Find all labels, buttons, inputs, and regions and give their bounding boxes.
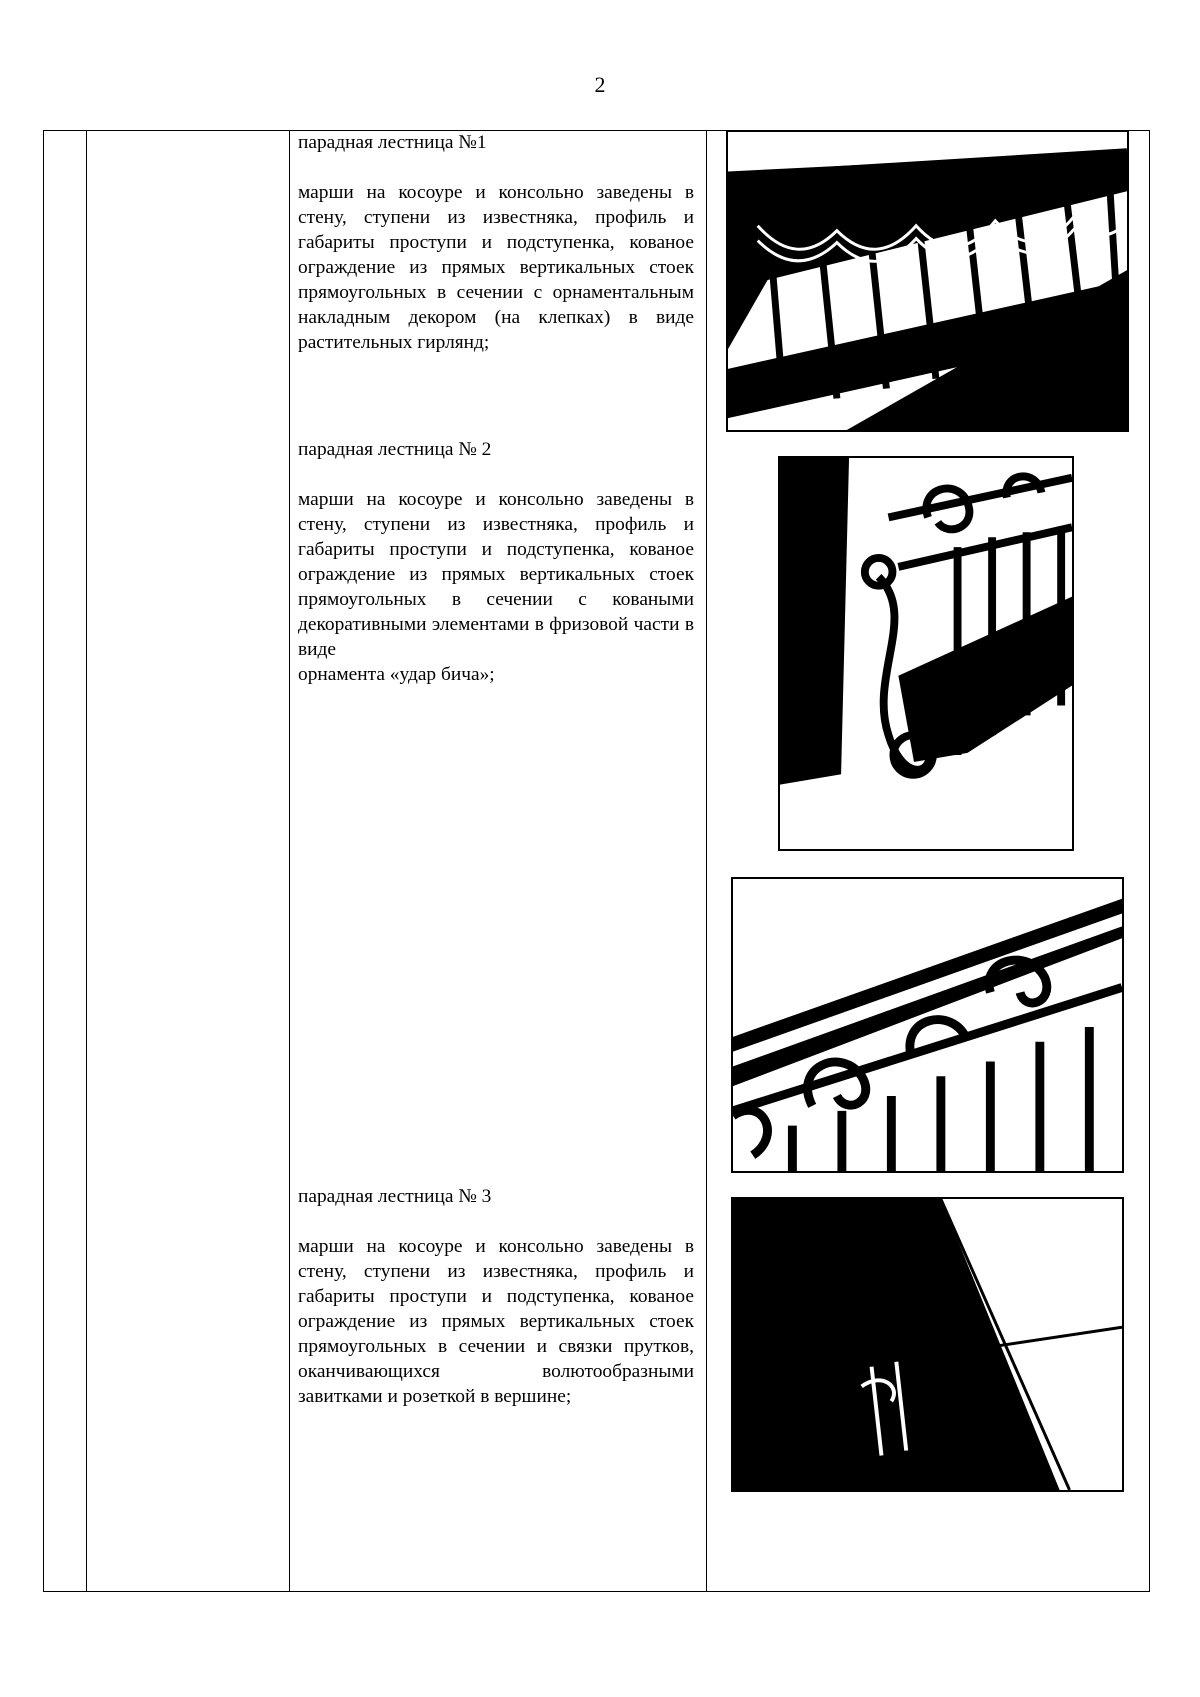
stair-2-line: и габариты проступи и подступенка, — [298, 514, 694, 560]
stair-2-railing-photo — [778, 456, 1074, 851]
stair-3-heading: парадная лестница № 3 — [298, 1186, 492, 1207]
stair-2-line: элементами в фризовой части в виде — [298, 614, 694, 660]
stair-3-line: и габариты проступи и подступенка, — [298, 1261, 694, 1307]
stair-1-line: декором (на клепках) в виде — [408, 307, 694, 328]
stair-2-line: сечении с коваными декоративными — [298, 589, 694, 635]
stair-3-line: вертикальных стоек прямоугольных в — [298, 1311, 694, 1357]
stair-2-line: марши на косоуре и консольно заведены — [298, 489, 673, 510]
stair-2-line: кованое ограждение из прямых — [298, 539, 694, 585]
stair-2-heading: парадная лестница № 2 — [298, 439, 492, 460]
stair-3-line: кованое ограждение из прямых — [298, 1286, 694, 1332]
column-divider-3 — [706, 131, 707, 1591]
stair-3-line: завитками и розеткой в вершине; — [298, 1386, 572, 1407]
stair-3-line: оканчивающихся волютообразными — [298, 1361, 694, 1382]
stair-2-line: в стену, ступени из известняка, профиль — [298, 489, 694, 535]
stair-1-line: кованое ограждение из прямых — [298, 232, 694, 278]
stair-1-line: вертикальных стоек прямоугольных в — [298, 257, 694, 303]
stair-3-paragraph — [298, 1234, 694, 1409]
stair-1-line: сечении с орнаментальным накладным — [298, 282, 694, 328]
column-divider-2 — [289, 131, 290, 1591]
stair-2-description — [298, 437, 694, 687]
stair-1-heading: парадная лестница №1 — [298, 132, 487, 153]
stair-3-line: в стену, ступени из известняка, профиль — [298, 1236, 694, 1282]
stair-3-line: сечении и связки прутков, — [458, 1336, 694, 1357]
stair-1-line: растительных гирлянд; — [298, 332, 490, 353]
stair-2-line: орнамента «удар бича»; — [298, 664, 495, 685]
stair-1-railing-photo — [726, 130, 1129, 432]
column-divider-1 — [86, 131, 87, 1591]
stair-3-line: марши на косоуре и консольно заведены — [298, 1236, 673, 1257]
stair-2-paragraph — [298, 487, 694, 687]
page-number: 2 — [594, 72, 606, 97]
stair-1-line: и габариты проступи и подступенка, — [298, 207, 694, 253]
stair-2-line: вертикальных стоек прямоугольных в — [298, 564, 694, 610]
stair-2-detail-photo — [731, 877, 1124, 1173]
stair-1-line: марши на косоуре и консольно заведены — [298, 182, 673, 203]
stair-1-paragraph — [298, 180, 694, 355]
stair-3-description — [298, 1184, 694, 1409]
stair-3-stairwell-photo — [731, 1197, 1124, 1492]
stair-1-description — [298, 130, 694, 355]
stair-1-line: в стену, ступени из известняка, профиль — [298, 182, 694, 228]
